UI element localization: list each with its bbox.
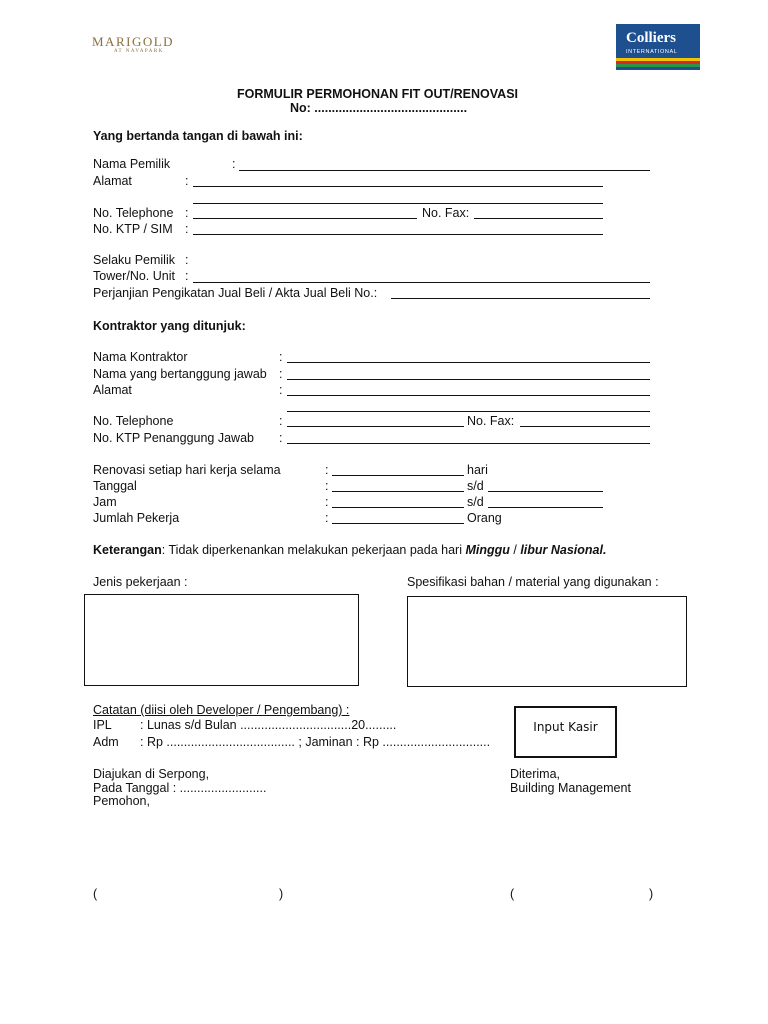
colon: : [325, 495, 329, 509]
spesifikasi-label: Spesifikasi bahan / material yang digunakan : [407, 575, 659, 589]
ppjb-field[interactable] [391, 298, 650, 299]
hari-label: hari [467, 463, 488, 477]
keterangan-text: : Tidak diperkenankan melakukan pekerjaan pada hari [161, 543, 466, 557]
bm-signature-close: ) [649, 887, 654, 901]
keterangan-note [93, 543, 606, 557]
colon: : [325, 479, 329, 493]
nama-pj-field[interactable] [287, 379, 650, 380]
fax-label: No. Fax: [422, 206, 470, 220]
contractor-fax-label: No. Fax: [467, 414, 515, 428]
telephone-label: No. Telephone [93, 206, 174, 220]
colon: : [185, 206, 189, 220]
nama-pemilik-label: Nama Pemilik [93, 157, 171, 171]
catatan-heading: Catatan (diisi oleh Developer / Pengembang) : [93, 703, 350, 717]
renovasi-field[interactable] [332, 475, 464, 476]
contractor-alamat-field[interactable] [287, 395, 650, 396]
input-kasir-box: Input Kasir [514, 706, 617, 758]
adm-label: Adm [93, 735, 119, 749]
keterangan-libur: libur Nasional. [520, 543, 607, 557]
colon: : [279, 367, 283, 381]
tower-field[interactable] [193, 282, 650, 283]
colon: : [325, 463, 329, 477]
orang-label: Orang [467, 511, 502, 525]
adm-text: : Rp ..................................... ; Jaminan : Rp ............................... [140, 735, 491, 749]
keterangan-slash: / [509, 543, 521, 557]
sd-label: s/d [467, 479, 484, 493]
colon: : [185, 174, 189, 188]
ipl-label: IPL [93, 718, 112, 732]
tanggal-to-field[interactable] [488, 491, 603, 492]
bm-signature-open: ( [510, 887, 515, 901]
spesifikasi-box[interactable] [407, 596, 687, 687]
contractor-telephone-label: No. Telephone [93, 414, 174, 428]
tanggal-label: Tanggal [93, 479, 137, 493]
building-management-label: Building Management [510, 781, 631, 795]
jam-label: Jam [93, 495, 117, 509]
pemohon-signature-close: ) [279, 887, 284, 901]
contractor-alamat-field-2[interactable] [287, 411, 650, 412]
ipl-text: : Lunas s/d Bulan ................................20......... [140, 718, 397, 732]
page-title: FORMULIR PERMOHONAN FIT OUT/RENOVASI [237, 87, 519, 101]
pada-tanggal-label: Pada Tanggal : ......................... [93, 781, 267, 795]
contractor-alamat-label: Alamat [93, 383, 132, 397]
ktp-pj-label: No. KTP Penanggung Jawab [93, 431, 254, 445]
jenis-pekerjaan-label: Jenis pekerjaan : [93, 575, 188, 589]
marigold-logo-sub: AT NAVAPARK [114, 49, 164, 54]
telephone-field[interactable] [193, 218, 417, 219]
colon: : [185, 222, 189, 236]
form-number: No: ............................................ [290, 101, 468, 115]
colon: : [325, 511, 329, 525]
contractor-fax-field[interactable] [520, 426, 650, 427]
contractor-heading: Kontraktor yang ditunjuk: [93, 319, 246, 333]
marigold-logo [92, 34, 197, 58]
alamat-field-2[interactable] [193, 203, 603, 204]
contractor-telephone-field[interactable] [287, 426, 464, 427]
pemohon-signature-open: ( [93, 887, 98, 901]
keterangan-minggu: Minggu [465, 543, 510, 557]
alamat-field[interactable] [193, 186, 603, 187]
alamat-label: Alamat [93, 174, 132, 188]
renovasi-label: Renovasi setiap hari kerja selama [93, 463, 281, 477]
jam-from-field[interactable] [332, 507, 464, 508]
jenis-pekerjaan-box[interactable] [84, 594, 359, 686]
ktp-field[interactable] [193, 234, 603, 235]
diajukan-label: Diajukan di Serpong, [93, 767, 210, 781]
colliers-logo [616, 24, 700, 70]
ktp-pj-field[interactable] [287, 443, 650, 444]
colon: : [279, 414, 283, 428]
jumlah-label: Jumlah Pekerja [93, 511, 180, 525]
jam-to-field[interactable] [488, 507, 603, 508]
jumlah-field[interactable] [332, 523, 464, 524]
sd-label: s/d [467, 495, 484, 509]
colon: : [185, 269, 189, 283]
nama-kontraktor-field[interactable] [287, 362, 650, 363]
colon: : [279, 350, 283, 364]
colliers-logo-sub: INTERNATIONAL [626, 49, 678, 55]
pemohon-label: Pemohon, [93, 794, 150, 808]
tanggal-from-field[interactable] [332, 491, 464, 492]
selaku-label: Selaku Pemilik [93, 253, 175, 267]
nama-pemilik-field[interactable] [239, 170, 650, 171]
colon: : [185, 253, 189, 267]
keterangan-label: Keterangan [93, 543, 162, 557]
ktp-label: No. KTP / SIM [93, 222, 173, 236]
ppjb-label: Perjanjian Pengikatan Jual Beli / Akta Jual Beli No.: [93, 286, 378, 300]
nama-pj-label: Nama yang bertanggung jawab [93, 367, 267, 381]
nama-kontraktor-label: Nama Kontraktor [93, 350, 188, 364]
colon: : [279, 383, 283, 397]
tower-label: Tower/No. Unit [93, 269, 175, 283]
owner-heading: Yang bertanda tangan di bawah ini: [93, 129, 303, 143]
diterima-label: Diterima, [510, 767, 561, 781]
colon: : [232, 157, 236, 171]
marigold-logo-name: MARIGOLD [92, 34, 175, 49]
colliers-logo-name: Colliers [626, 30, 676, 46]
colon: : [279, 431, 283, 445]
fax-field[interactable] [474, 218, 603, 219]
